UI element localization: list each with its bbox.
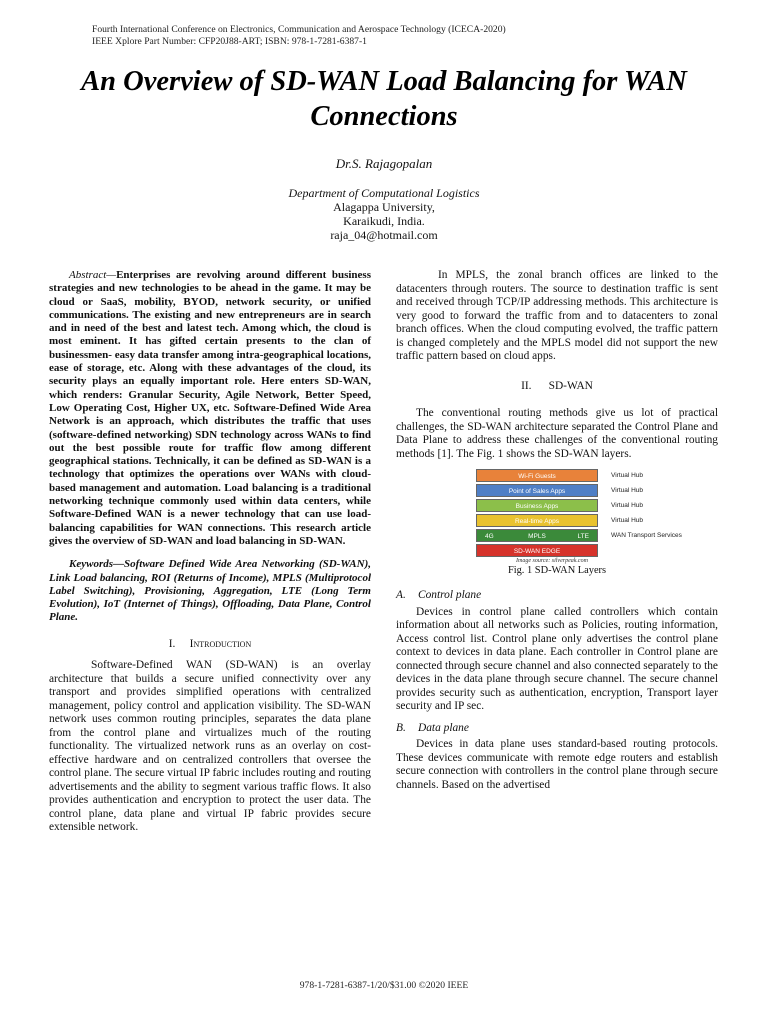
layer-wifi-guests: Wi-Fi Guests (476, 469, 598, 482)
mpls-left: 4G (485, 533, 494, 540)
section-number: I. (168, 637, 176, 650)
data-plane-paragraph: Devices in data plane uses standard-based routing protocols. These devices communicate with remote edge routers and establish secure connection with controllers in the control plane through secure channels. Based on the advertised (396, 738, 718, 791)
abstract-lead: Abstract— (69, 269, 117, 281)
figure-caption: Fig. 1 SD-WAN Layers (507, 565, 607, 576)
layer-label: Virtual Hub (611, 517, 644, 524)
section-title: Introduction (189, 637, 252, 650)
layer-label: Virtual Hub (611, 502, 644, 509)
author-name: Dr.S. Rajagopalan (335, 156, 433, 171)
control-plane-paragraph: Devices in control plane called controllers which contain information about all networks such as Policies, routing information, Access control list. Control plane only advertises the control plane context to devices in data plane. Each controller in Control plane are connected through secure channel and also connected separately to the devices in the data plane through secure channel. The secure channel provides security such as authentication, encryption, Transport layer security and IP sec. (396, 605, 718, 712)
introduction-paragraph: Software-Defined WAN (SD-WAN) is an overlay architecture that builds a secure unified connectivity over any transport and provides simplified operations with centralized management, policy control and application visibility. The SD-WAN network uses common routing principles, separates the data plane from the control plane and virtualizes much of the routing functionality. The virtualized network runs as an overlay on cost-effective hardware and on centralized controllers that oversee the control plane. The secure virtual IP fabric includes routing and routing advertisements and the ability to segment various traffic flows. It also provides authentication and encryption to protect the user data. The control plane, data plane and virtual IP fabric provides secure extensible network. (49, 659, 371, 834)
city: Karaikudi, India. (343, 214, 425, 228)
section-heading-sdwan (396, 380, 718, 394)
layer-label: Virtual Hub (611, 472, 644, 479)
paper-title: An Overview of SD-WAN Load Balancing for WAN Connections (81, 66, 687, 132)
image-credit: Image source: silverpeak.com (516, 558, 588, 564)
layer-label: WAN Transport Services (611, 532, 682, 539)
section-number: II. (521, 379, 532, 392)
layer-mpls: 4G MPLS LTE (476, 529, 598, 542)
mpls-right: LTE (577, 533, 589, 540)
right-column (396, 269, 718, 792)
layer-business-apps: Business Apps (476, 499, 598, 512)
left-column (49, 269, 371, 835)
department: Department of Computational Logistics (288, 186, 480, 200)
header-line-1: Fourth International Conference on Electronics, Communication and Aerospace Technology (ICECA-2020) (92, 24, 506, 35)
layer-real-time-apps: Real-time Apps (476, 514, 598, 527)
email: raja_04@hotmail.com (330, 228, 438, 242)
mpls-paragraph: In MPLS, the zonal branch offices are linked to the datacenters through routers. The source to destination traffic is sent and received through TCP/IP addressing methods. This architecture is very good to forward the traffic from and to datacenters to zonal branch offices. When the cloud computing evolved, the traffic pattern is changed completely and the MPLS model did not support the new traffic pattern based on cloud apps. (396, 269, 718, 362)
figure-sdwan-layers (396, 469, 718, 581)
subsection-heading-data-plane: B. Data plane (396, 721, 469, 734)
subsection-heading-control-plane: A. Control plane (396, 589, 482, 601)
abstract-text: Enterprises are revolving around different business strategies and new technologies to be ahead in the game. It may be cloud or SaaS, mobility, BYOD, network security, or unified communications. The existing and new entrepreneurs are in search and in need of the best and latest tech. Among which, the cloud is most eminent. It has gifted certain presents to the clan of businessmen- easy data transfer among intra-geographical locations, ease of storage, etc. Along with these advantages of the cloud, its security plays an equally important role. Here enters SD-WAN, which renders: Granular Security, Agile Network, Better Speed, Low Operating Cost, Higher UX, etc. Software-Defined Wide Area Network is an approach, which distributes the traffic that uses (software-defined networking) SDN technology across WANs to find out the best possible route for traffic flow among different geographical stations. Technically, it can be defined as SD-WAN is a technology that optimizes the operations over WANs with cloud-based management and automation. Load balancing is a traditional networking technique commonly used within data centers, while Software-Defined WAN is a newer technology that can use load-balancing capabilities for WAN connections. This research article gives the overview of SD-WAN and load balancing in SD-WAN. (49, 269, 371, 547)
section-title: SD-WAN (548, 379, 593, 392)
layer-point-of-sales: Point of Sales Apps (476, 484, 598, 497)
keywords: Keywords—Software Defined Wide Area Networking (SD-WAN), Link Load balancing, ROI (Returns of Income), MPLS (Multiprotocol Label Switching), Provisioning, Aggregation, LTE (Long Term Evolution), IoT (Internet of Things), Offloading, Data Plane, Control Plane. (49, 558, 371, 624)
layer-label: Virtual Hub (611, 487, 644, 494)
layer-sdwan-edge: SD-WAN EDGE (476, 544, 598, 557)
section-heading-introduction (49, 638, 371, 652)
abstract (49, 269, 371, 548)
page-footer: 978-1-7281-6387-1/20/$31.00 ©2020 IEEE (299, 980, 469, 991)
sdwan-paragraph: The conventional routing methods give us lot of practical challenges, the SD-WAN architecture separated the Control Plane and Data Plane to address these challenges of the conventional routing methods [1]. The Fig. 1 shows the SD-WAN layers. (396, 407, 718, 460)
conference-header (92, 24, 506, 48)
affiliation (0, 186, 768, 242)
university: Alagappa University, (333, 200, 435, 214)
header-line-2: IEEE Xplore Part Number: CFP20J88-ART; ISBN: 978-1-7281-6387-1 (92, 36, 367, 47)
